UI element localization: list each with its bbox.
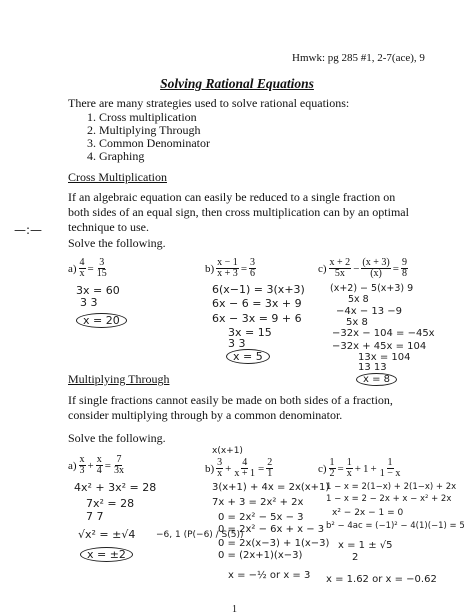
fraction: $\frac{1}{1 - x}$	[379, 457, 401, 479]
solve-prompt: Solve the following.	[68, 236, 166, 250]
fraction: $\frac{x + 2}{5x}$	[329, 257, 351, 279]
work-line: x = 1 ± √5	[338, 540, 393, 551]
problem-1a: a) $\frac{4}{x}$ = $\frac{3}{15}$	[68, 257, 107, 279]
work-line: 6x − 6 = 3x + 9	[212, 297, 302, 310]
work-line: 0 = 2x(x−3) + 1(x−3)	[218, 538, 330, 549]
work-line: 3 3	[80, 296, 98, 309]
homework-assignment: Hmwk: pg 285 #1, 2-7(ace), 9	[292, 52, 425, 64]
problem-2c: c) $\frac{1}{2}$ = $\frac{1}{x}$ + 1 + $\frac{1}{1 - x}$	[318, 457, 401, 479]
work-line: 6(x−1) = 3(x+3)	[212, 283, 305, 296]
section-heading-multiplying-through: Multiplying Through	[68, 372, 170, 386]
answer-circle: x = 1.62 or x = −0.62	[326, 574, 437, 585]
problem-1b: b) $\frac{x - 1}{x + 3}$ = $\frac{3}{6}$	[205, 257, 256, 279]
fraction: $\frac{x}{3}$	[79, 454, 85, 476]
work-line: 13 13	[358, 362, 387, 373]
answer-circle: x = 20	[76, 313, 127, 328]
work-line: 1 − x = 2(1−x) + 2(1−x) + 2x	[326, 482, 457, 492]
list-item: 1. Cross multiplication	[87, 110, 197, 124]
fraction: $\frac{3}{15}$	[96, 257, 107, 279]
work-line: √x² = ±√4	[78, 528, 136, 541]
fraction: $\frac{3}{x}$	[217, 457, 223, 479]
problem-2b: b) $\frac{3}{x}$ + $\frac{4}{x + 1}$ = $\frac{2}{1}$	[205, 457, 273, 479]
problem-1c: c) $\frac{x + 2}{5x}$ − $\frac{(x + 3)}{(x)}$ = $\frac{9}{8}$	[318, 257, 407, 279]
work-line: x(x+1)	[212, 446, 243, 456]
answer-circle: x = 8	[356, 373, 397, 386]
strategy-list	[87, 111, 210, 163]
work-line: 5x 8	[346, 317, 368, 328]
work-line: −6, 1 (P(−6) / S(5))	[156, 530, 244, 540]
intro-text: There are many strategies used to solve rational equations:	[68, 96, 350, 110]
fraction: $\frac{x - 1}{x + 3}$	[217, 257, 238, 279]
fraction: $\frac{2}{1}$	[267, 457, 273, 479]
problem-label: a)	[68, 262, 77, 275]
problem-label: a)	[68, 459, 77, 472]
work-line: 3(x+1) + 4x = 2x(x+1)	[212, 482, 330, 493]
work-line: x² − 2x − 1 = 0	[332, 508, 404, 518]
work-line: 3 3	[228, 337, 246, 350]
fraction: $\frac{9}{8}$	[401, 257, 407, 279]
fraction: $\frac{1}{x}$	[346, 457, 352, 479]
fraction: $\frac{1}{2}$	[329, 457, 335, 479]
work-line: 7 7	[86, 510, 104, 523]
work-line: 3x = 15	[228, 326, 272, 339]
answer-circle: x = ±2	[80, 547, 133, 562]
list-item: 2. Multiplying Through	[87, 123, 201, 137]
margin-mark: —:—	[14, 223, 43, 237]
work-line: 13x = 104	[358, 352, 411, 363]
answer-circle: x = 5	[226, 349, 270, 364]
work-line: 5x 8	[348, 294, 369, 305]
work-line: 1 − x = 2 − 2x + x − x² + 2x	[326, 494, 452, 504]
fraction: $\frac{3}{6}$	[250, 257, 256, 279]
work-line: 7x + 3 = 2x² + 2x	[212, 497, 304, 508]
work-line: (x+2) − 5(x+3) 9	[330, 283, 414, 294]
page-number: 1	[232, 604, 237, 615]
section-description: If an algebraic equation can easily be reduced to a single fraction on both sides of an equal sign, then cross multiplication can by an optimal technique to use.	[68, 190, 409, 234]
problem-label: b)	[205, 462, 215, 475]
work-line: 7x² = 28	[86, 497, 135, 510]
work-line: 6x − 3x = 9 + 6	[212, 312, 302, 325]
work-line: b² − 4ac = (−1)² − 4(1)(−1) = 5	[326, 521, 465, 531]
problem-2a: a) $\frac{x}{3}$ + $\frac{x}{4}$ = $\frac{7}{3x}$	[68, 454, 124, 476]
work-line: 4x² + 3x² = 28	[74, 481, 157, 494]
fraction: $\frac{x}{4}$	[96, 454, 102, 476]
fraction: $\frac{4}{x}$	[79, 257, 85, 279]
solve-prompt: Solve the following.	[68, 431, 166, 445]
work-line: 0 = 2x² − 5x − 3	[218, 512, 304, 523]
list-item: 4. Graphing	[87, 149, 145, 163]
fraction: $\frac{7}{3x}$	[113, 454, 124, 476]
problem-label: c)	[318, 462, 327, 475]
work-line: 3x = 60	[76, 284, 120, 297]
fraction: $\frac{(x + 3)}{(x)}$	[362, 257, 390, 279]
page-title: Solving Rational Equations	[160, 76, 314, 91]
fraction: $\frac{4}{x + 1}$	[234, 457, 256, 479]
work-line: 0 = (2x+1)(x−3)	[218, 550, 303, 561]
section-description: If single fractions cannot easily be made on both sides of a fraction, consider multiplying through by a common denominator.	[68, 393, 393, 422]
answer-circle: x = −½ or x = 3	[228, 570, 311, 581]
work-line: 0 = 2x² − 6x + x − 3	[218, 524, 325, 535]
section-heading-cross-multiplication: Cross Multiplication	[68, 170, 167, 184]
work-line: −32x − 104 = −45x	[332, 328, 435, 339]
work-line: −32x + 45x = 104	[332, 341, 427, 352]
work-line: 2	[352, 552, 359, 563]
work-line: −4x − 13 −9	[336, 306, 403, 317]
problem-label: c)	[318, 262, 327, 275]
list-item: 3. Common Denominator	[87, 136, 210, 150]
problem-label: b)	[205, 262, 215, 275]
